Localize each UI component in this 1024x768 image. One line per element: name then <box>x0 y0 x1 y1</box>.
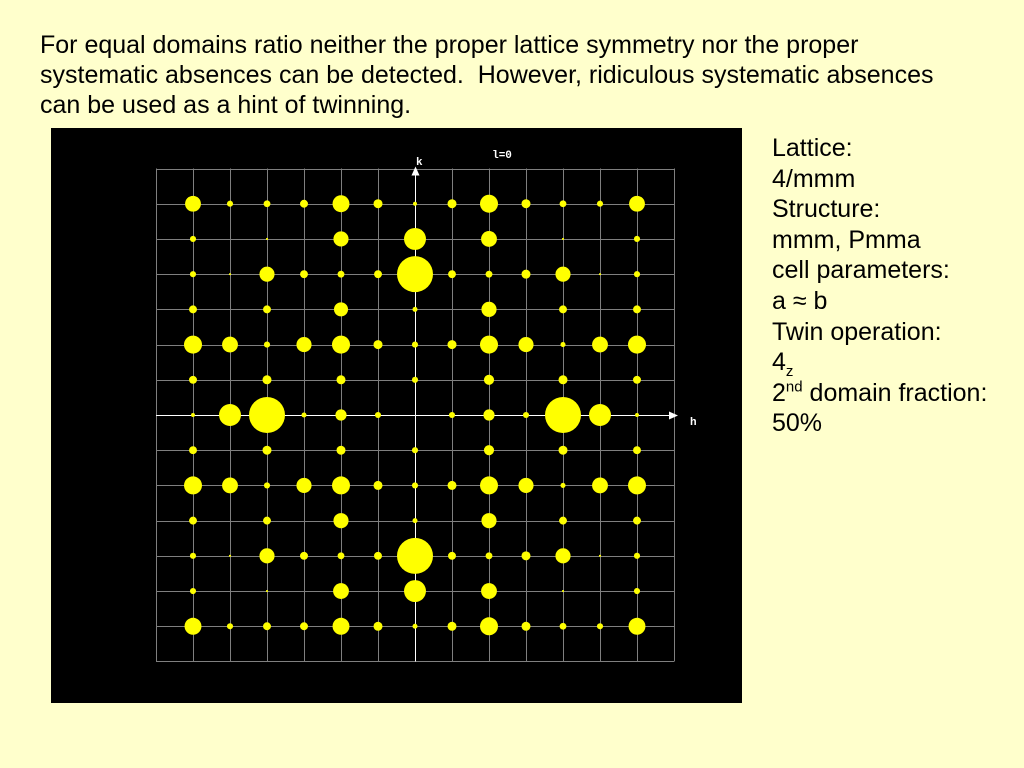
twin-operation-base: 4 <box>772 348 786 377</box>
reflection-spot <box>249 397 285 433</box>
reflection-spot <box>634 553 640 559</box>
reflection-spot <box>259 267 274 282</box>
domain-fraction-text: domain fraction: <box>802 378 988 407</box>
reflection-spot <box>397 538 433 574</box>
reflection-spot <box>296 478 311 493</box>
reflection-spot <box>374 340 383 349</box>
reflection-spot <box>448 622 457 631</box>
info-panel <box>772 133 1017 439</box>
reflection-spot <box>263 375 272 384</box>
reflection-spot <box>484 375 494 385</box>
reflection-spot <box>448 340 457 349</box>
reflection-spot <box>559 517 567 525</box>
reflection-spot <box>300 200 308 208</box>
reflection-spot <box>300 622 308 630</box>
reflection-spot <box>300 552 308 560</box>
reflection-spot <box>266 590 268 592</box>
reflection-spot <box>522 199 531 208</box>
reflection-spot <box>486 552 493 559</box>
reflection-spot <box>335 409 346 420</box>
reflection-spot <box>229 555 231 557</box>
reflection-spot <box>185 196 201 212</box>
reflection-spot <box>296 337 311 352</box>
reflection-spot <box>333 513 348 528</box>
reflection-spot <box>483 409 494 420</box>
reflection-spot <box>374 552 382 560</box>
reflection-spot <box>191 413 195 417</box>
reflection-spot <box>190 588 196 594</box>
reflection-spot <box>555 548 570 563</box>
reflection-spot <box>481 231 497 247</box>
reflection-spot <box>338 271 345 278</box>
reflection-spot <box>222 337 238 353</box>
reflection-spot <box>560 200 567 207</box>
reflection-spot <box>189 376 197 384</box>
reflection-spot <box>480 195 498 213</box>
reflection-spot <box>628 476 646 494</box>
reflection-spot <box>333 583 349 599</box>
reflection-spot <box>555 267 570 282</box>
reciprocal-lattice-plot <box>51 128 742 703</box>
reflection-spot <box>633 446 641 454</box>
reflection-spot <box>633 376 641 384</box>
reflection-spot <box>559 375 568 384</box>
reflection-spot <box>412 518 417 523</box>
reflection-spot <box>404 228 426 250</box>
twin-operation-label: Twin operation: <box>772 317 942 346</box>
reflection-spot <box>412 447 418 453</box>
reflection-spot <box>185 618 202 635</box>
reflection-spot <box>263 446 272 455</box>
reflection-spot <box>301 412 306 417</box>
reflection-spot <box>412 342 418 348</box>
reflection-spot <box>634 588 640 594</box>
reflection-spot <box>635 413 639 417</box>
reflection-spot <box>374 481 383 490</box>
reflection-spot <box>560 342 565 347</box>
reflection-spot <box>448 552 456 560</box>
reflection-spot <box>559 446 568 455</box>
diffraction-pattern-panel <box>51 128 742 703</box>
reflection-spot <box>374 199 383 208</box>
reflection-spot <box>412 482 418 488</box>
reflection-spot <box>264 482 270 488</box>
cell-parameters-value: a ≈ b <box>772 286 828 315</box>
reflection-spot <box>629 618 646 635</box>
reflection-spot <box>448 199 457 208</box>
reflection-spot <box>592 337 608 353</box>
reflection-spot <box>560 483 565 488</box>
reflection-spot <box>448 481 457 490</box>
reflection-spot <box>522 270 531 279</box>
reflection-spot <box>189 517 197 525</box>
reflection-spot <box>481 513 496 528</box>
reflection-spot <box>449 412 455 418</box>
structure-label: Structure: <box>772 195 881 224</box>
reflection-spot <box>559 305 567 313</box>
reflection-spot <box>264 200 271 207</box>
reflection-spot <box>300 270 308 278</box>
reflection-spot <box>412 307 417 312</box>
reflection-spot <box>333 195 350 212</box>
reflection-spot <box>629 196 645 212</box>
reflection-spot <box>412 377 418 383</box>
domain-fraction-ordinal: nd <box>785 378 803 396</box>
k-axis-label: k <box>416 157 423 169</box>
reflection-spot <box>522 551 531 560</box>
reflection-spot <box>184 476 202 494</box>
lattice-value: 4/mmm <box>772 164 856 193</box>
reflection-spot <box>263 305 271 313</box>
intro-paragraph: For equal domains ratio neither the proper lattice symmetry nor the proper systematic absences can be detected. However, ridiculous systematic absences can be used as a hint of twinning. <box>40 31 941 119</box>
reflection-spot <box>480 617 498 635</box>
reflection-spot <box>259 548 274 563</box>
reflection-spot <box>222 478 238 494</box>
reflection-spot <box>374 270 382 278</box>
reflection-spot <box>599 273 601 275</box>
reflection-spot <box>374 622 383 631</box>
reflection-spot <box>480 336 498 354</box>
reflection-spot <box>184 336 202 354</box>
reflection-spot <box>522 622 531 631</box>
reflection-spot <box>266 238 268 240</box>
reflection-spot <box>448 270 456 278</box>
cell-parameters-label: cell parameters: <box>772 256 950 285</box>
reflection-spot <box>227 201 233 207</box>
reflection-spot <box>189 446 197 454</box>
reflection-spot <box>190 271 196 277</box>
layer-label: l=0 <box>492 150 512 162</box>
reflection-spot <box>486 271 493 278</box>
structure-value: mmm, Pmma <box>772 225 921 254</box>
lattice-label: Lattice: <box>772 134 853 162</box>
reflection-spot <box>599 555 601 557</box>
reflection-spot <box>633 305 641 313</box>
reflection-spot <box>337 375 346 384</box>
reflection-spot <box>375 412 381 418</box>
reflection-spot <box>413 202 417 206</box>
domain-fraction-label <box>772 378 1017 409</box>
reflection-spot <box>229 273 231 275</box>
reflection-spot <box>481 583 497 599</box>
reflection-spot <box>190 236 196 242</box>
reflection-spot <box>334 302 348 316</box>
reflection-spot <box>634 236 640 242</box>
reflection-spot <box>633 517 641 525</box>
reflection-spot <box>263 622 271 630</box>
reflection-spot <box>332 336 350 354</box>
reflection-spot <box>562 590 564 592</box>
reflection-spot <box>227 623 233 629</box>
reflection-spot <box>263 517 271 525</box>
reflection-spot <box>523 412 529 418</box>
reflection-spot <box>332 476 350 494</box>
reflection-spot <box>560 623 567 630</box>
reflection-spot <box>484 445 494 455</box>
twin-operation-subscript: z <box>785 363 794 381</box>
reflection-spot <box>338 552 345 559</box>
domain-fraction-value: 50% <box>772 409 823 438</box>
h-axis-arrow-icon <box>669 412 678 420</box>
reflection-spot <box>480 476 498 494</box>
twin-operation-value <box>772 347 1017 381</box>
reflection-spot <box>562 238 564 240</box>
reflection-spot <box>337 446 346 455</box>
reflection-spot <box>592 478 608 494</box>
h-axis-label: h <box>690 417 697 429</box>
reflection-spot <box>597 623 603 629</box>
reflection-spot <box>628 336 646 354</box>
reflection-spot <box>219 404 241 426</box>
reflection-spot <box>333 618 350 635</box>
reflection-spot <box>264 342 270 348</box>
reflection-spot <box>397 256 433 292</box>
reflection-spot <box>333 231 348 246</box>
reflection-spot <box>481 302 496 317</box>
reflection-spot <box>412 624 417 629</box>
reflection-spot <box>545 397 581 433</box>
reflection-spot <box>589 404 611 426</box>
reflection-spot <box>518 337 533 352</box>
reflection-spot <box>518 478 533 493</box>
reflection-spot <box>404 580 426 602</box>
reflection-spot <box>189 305 197 313</box>
domain-fraction-number: 2 <box>772 378 786 407</box>
reflection-spot <box>634 271 640 277</box>
reflection-spot <box>190 553 196 559</box>
reflection-spot <box>597 201 603 207</box>
